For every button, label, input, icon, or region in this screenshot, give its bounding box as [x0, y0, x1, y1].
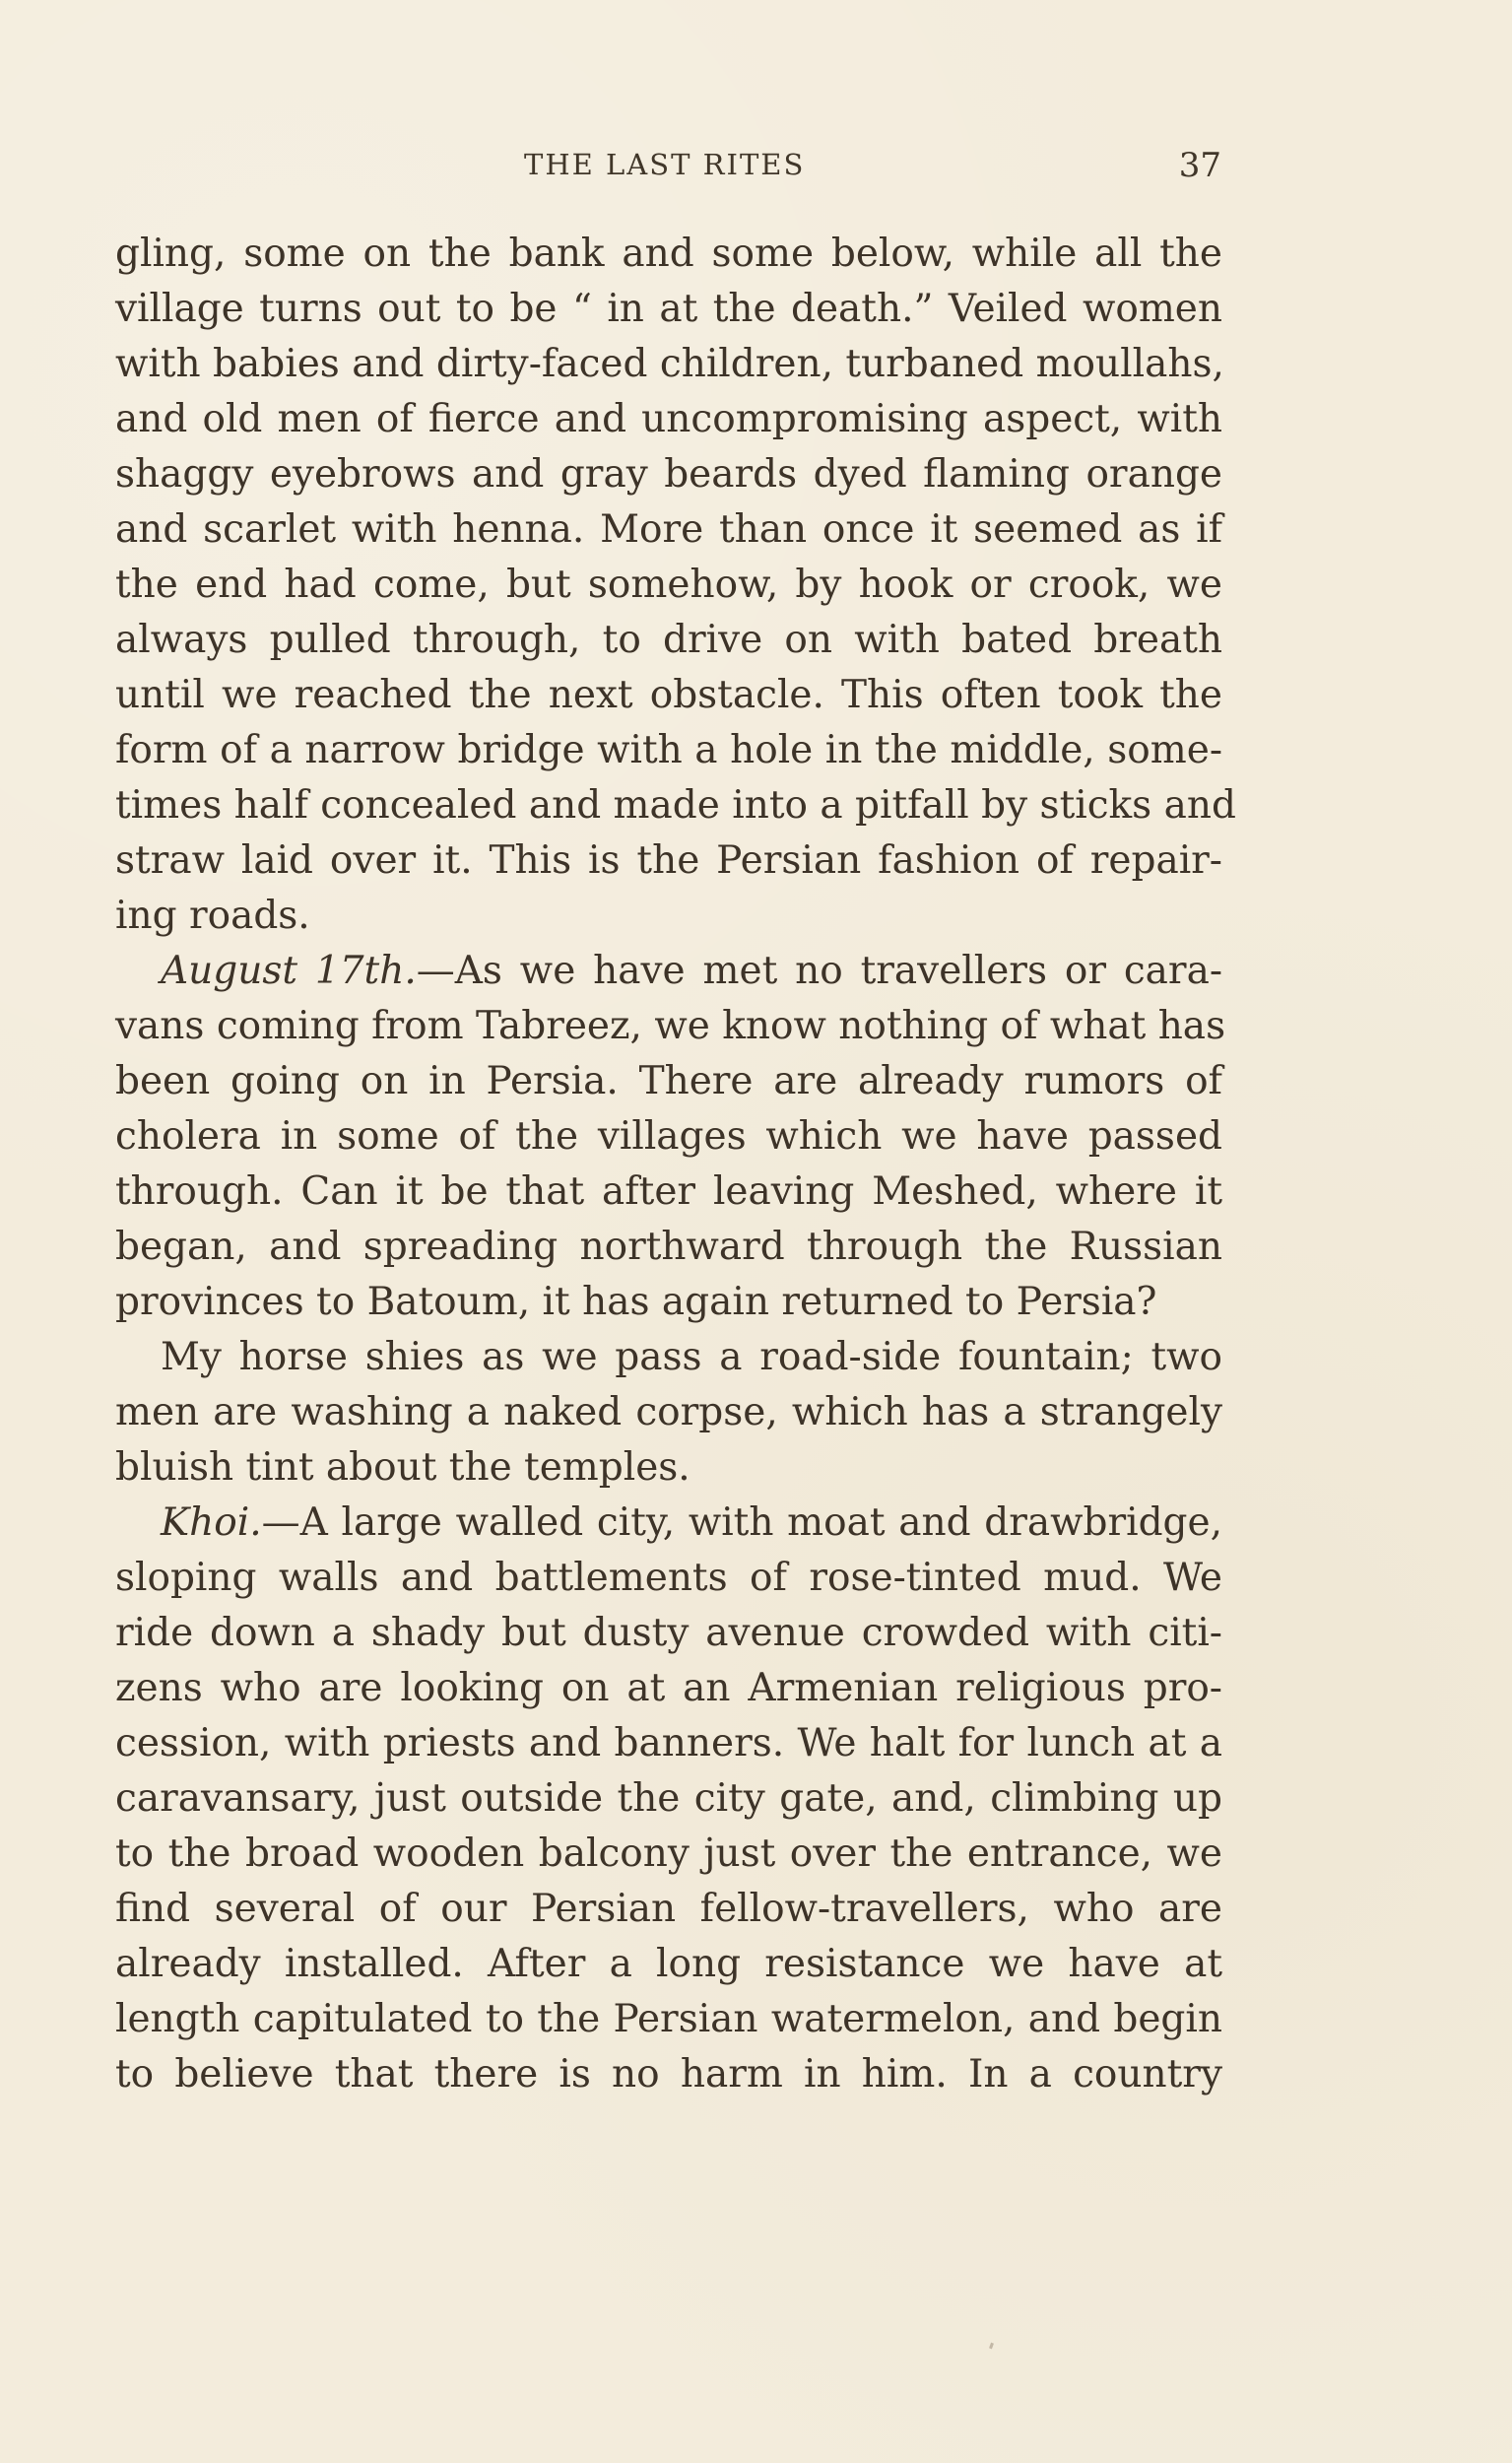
text-line: village turns out to be “ in at the death.” Veiled women: [115, 287, 1222, 331]
text-line: length capitulated to the Persian watermelon, and begin: [115, 1997, 1222, 2041]
body-text: [115, 227, 1236, 2118]
text-line: form of a narrow bridge with a hole in the middle, some-: [115, 728, 1222, 772]
page-header: [116, 140, 1221, 199]
text-line: began, and spreading northward through the Russian: [115, 1225, 1222, 1269]
text-line: through. Can it be that after leaving Meshed, where it: [115, 1169, 1222, 1214]
text-line: until we reached the next obstacle. This often took the: [115, 673, 1222, 717]
text-line: shaggy eyebrows and gray beards dyed flaming orange: [115, 452, 1222, 497]
text-line: with babies and dirty-faced children, turbaned moullahs,: [115, 342, 1224, 386]
text-line: My horse shies as we pass a road-side fountain; two: [161, 1335, 1222, 1379]
text-line: vans coming from Tabreez, we know nothing of what has: [115, 1004, 1226, 1048]
dated-paragraph-line: [161, 944, 1222, 999]
text-line: find several of our Persian fellow-travellers, who are: [115, 1887, 1222, 1931]
text-line: ride down a shady but dusty avenue crowded with citi-: [115, 1611, 1222, 1655]
text-line: already installed. After a long resistance we have at: [115, 1942, 1222, 1986]
text-line: to the broad wooden balcony just over the entrance, we: [115, 1831, 1222, 1876]
text-line: the end had come, but somehow, by hook or crook, we: [115, 563, 1222, 607]
text-line: been going on in Persia. There are already rumors of: [115, 1059, 1222, 1103]
text-line: cession, with priests and banners. We halt for lunch at a: [115, 1721, 1222, 1765]
text-line: zens who are looking on at an Armenian religious pro-: [115, 1666, 1222, 1710]
text-line: ing roads.: [115, 894, 310, 938]
running-title: THE LAST RITES: [524, 148, 806, 181]
date-heading: August 17th.: [161, 949, 417, 993]
text-line: cholera in some of the villages which we have passed: [115, 1114, 1222, 1159]
text-line: caravansary, just outside the city gate, and, climbing up: [115, 1776, 1222, 1821]
page-number: 37: [1178, 146, 1221, 185]
text-line: men are washing a naked corpse, which has a strangely: [115, 1390, 1222, 1434]
text-line: sloping walls and battlements of rose-tinted mud. We: [115, 1556, 1222, 1600]
text-line: times half concealed and made into a pitfall by sticks and: [115, 783, 1236, 828]
text-line: gling, some on the bank and some below, while all the: [115, 232, 1222, 276]
paragraph-opening: —As we have met no travellers or cara-: [416, 949, 1222, 993]
text-line: to believe that there is no harm in him. In a country: [115, 2052, 1222, 2097]
place-heading: Khoi.: [161, 1500, 262, 1545]
text-line: provinces to Batoum, it has again returned to Persia?: [115, 1280, 1157, 1324]
paragraph-opening: —A large walled city, with moat and drawbridge,: [261, 1500, 1222, 1545]
text-line: and scarlet with henna. More than once it seemed as if: [115, 507, 1222, 552]
text-line: always pulled through, to drive on with bated breath: [115, 618, 1222, 662]
text-line: bluish tint about the temples.: [115, 1445, 690, 1490]
place-paragraph-line: [161, 1496, 1222, 1551]
text-line: and old men of fierce and uncompromising aspect, with: [115, 397, 1222, 441]
text-line: straw laid over it. This is the Persian fashion of repair-: [115, 838, 1222, 883]
paper-fleck: [989, 2343, 994, 2350]
